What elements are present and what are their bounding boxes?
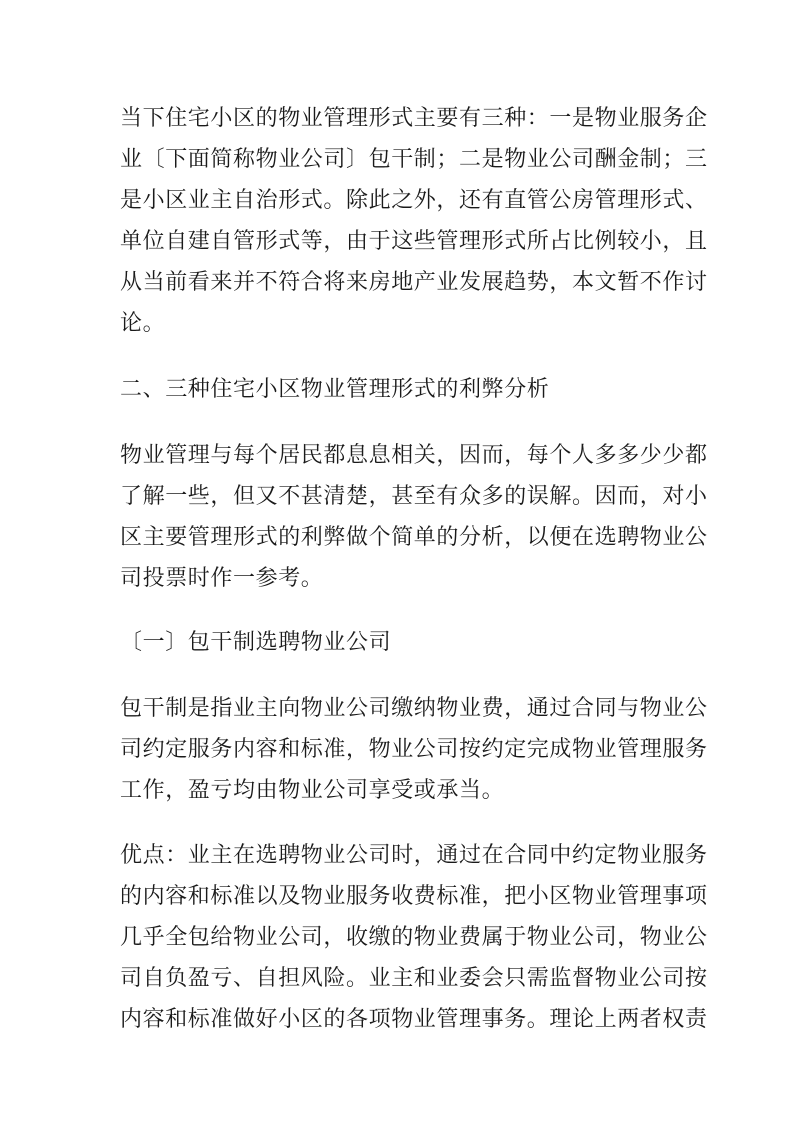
paragraph-4-line-4: 司自负盈亏、自担风险。业主和业委会只需监督物业公司按 xyxy=(120,966,708,991)
paragraph-2-line-2: 了解一些，但又不甚清楚，甚至有众多的误解。因而，对小 xyxy=(120,484,708,509)
paragraph-4-line-2: 的内容和标准以及物业服务收费标准，把小区物业管理事项 xyxy=(120,884,708,909)
paragraph-1-line-3: 是小区业主自治形式。除此之外，还有直管公房管理形式、 xyxy=(120,188,708,213)
paragraph-4-line-1: 优点：业主在选聘物业公司时，通过在合同中约定物业服务 xyxy=(120,843,708,868)
subsection-heading: 〔一〕包干制选聘物业公司 xyxy=(120,630,392,655)
paragraph-2-line-1: 物业管理与每个居民都息息相关，因而，每个人多多少少都 xyxy=(120,443,708,468)
section-heading: 二、三种住宅小区物业管理形式的利弊分析 xyxy=(120,377,550,402)
paragraph-2-line-4: 司投票时作一参考。 xyxy=(120,566,324,591)
paragraph-1-line-2: 业〔下面简称物业公司〕包干制；二是物业公司酬金制；三 xyxy=(120,147,708,172)
paragraph-1-line-6: 论。 xyxy=(120,311,166,336)
paragraph-3-line-3: 工作，盈亏均由物业公司享受或承当。 xyxy=(120,778,505,803)
paragraph-1-line-4: 单位自建自管形式等，由于这些管理形式所占比例较小，且 xyxy=(120,229,708,254)
paragraph-3-line-2: 司约定服务内容和标准，物业公司按约定完成物业管理服务 xyxy=(120,737,708,762)
paragraph-2-line-3: 区主要管理形式的利弊做个简单的分析，以便在选聘物业公 xyxy=(120,525,708,550)
paragraph-1-line-5: 从当前看来并不符合将来房地产业发展趋势，本文暂不作讨 xyxy=(120,270,708,295)
paragraph-4-line-5: 内容和标准做好小区的各项物业管理事务。理论上两者权责 xyxy=(120,1007,708,1032)
paragraph-4-line-3: 几乎全包给物业公司，收缴的物业费属于物业公司，物业公 xyxy=(120,925,708,950)
paragraph-1-line-1: 当下住宅小区的物业管理形式主要有三种：一是物业服务企 xyxy=(120,106,708,131)
paragraph-3-line-1: 包干制是指业主向物业公司缴纳物业费，通过合同与物业公 xyxy=(120,696,708,721)
